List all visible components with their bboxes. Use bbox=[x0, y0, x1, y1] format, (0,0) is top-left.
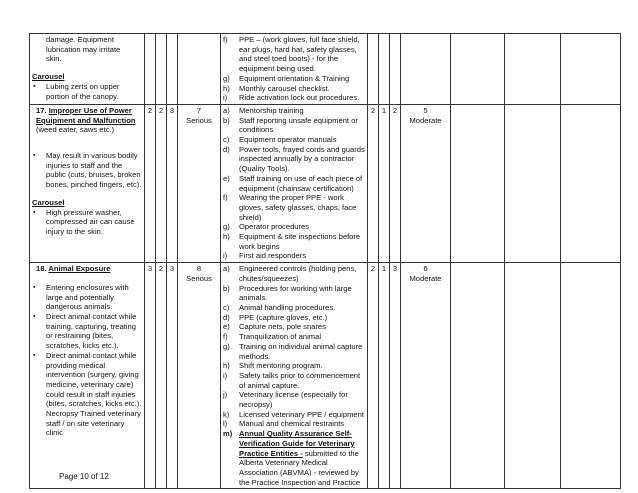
sub-heading: Carousel bbox=[32, 197, 65, 207]
hazard-title: 17. Improper Use of Power Equipment and Malfunction (weed eater, saws etc.) bbox=[36, 105, 136, 135]
controls-cell bbox=[221, 263, 368, 489]
control-item: d) Power tools, frayed cords and guards inspected annually by a contractor (Quality Tools). bbox=[223, 144, 365, 174]
frequency-value: 3 bbox=[167, 263, 178, 489]
residual-frequency-value: 3 bbox=[390, 263, 401, 489]
control-item: i) Safety talks prior to commencement of animal capture. bbox=[223, 370, 361, 390]
residual-risk-score: 6 Moderate bbox=[401, 263, 451, 489]
hazard-line: skin. bbox=[46, 54, 62, 64]
control-item: a) Engineered controls (holding pens, chutes/squeezes) bbox=[223, 264, 357, 283]
control-item: h) Monthly carousel checklist. bbox=[223, 83, 330, 93]
severity-value: 2 bbox=[156, 104, 167, 262]
hazard-bullet: ▪ Entering enclosures with large and potentially dangerous animals. bbox=[32, 283, 142, 312]
control-item: f) Tranquilization of animal bbox=[223, 332, 322, 342]
hazard-line: lubrication may irritate bbox=[46, 44, 121, 54]
control-item: e) Staff training on use of each piece of equipment (chainsaw certification) bbox=[223, 173, 363, 193]
control-item: f) PPE – (work gloves, full face shield, ear plugs, hard hat, safety glasses, and steel toed boots) - for the equipment being used. bbox=[223, 35, 360, 74]
control-item: h) Equipment & site inspections before work begins bbox=[223, 232, 361, 251]
control-item: f) Wearing the proper PPE - work gloves, safety glasses, chaps, face shield) bbox=[223, 193, 357, 222]
hazard-bullet: ▪ Direct animal contact while providing medical intervention (surgery, giving medicine, veterinary care) could result in staff injuries (bites, scratches, kicks etc.). Necropsy Trained veterinary staff / on site veterinary clinic bbox=[32, 351, 142, 438]
control-item: b) Staff reporting unsafe equipment or conditions bbox=[223, 115, 358, 135]
controls-cell bbox=[221, 34, 368, 105]
sub-heading: Carousel bbox=[32, 72, 65, 82]
control-list bbox=[223, 35, 365, 103]
residual-probability-value: 2 bbox=[368, 263, 379, 489]
severity-value: 2 bbox=[156, 263, 167, 489]
residual-probability-value: 2 bbox=[368, 104, 379, 262]
hazard-cell bbox=[30, 263, 145, 489]
control-item: b) Procedures for working with large animals. bbox=[223, 283, 352, 303]
control-item: h) Shift mentoring program. bbox=[223, 361, 323, 371]
control-list bbox=[223, 106, 365, 261]
hazard-line: damage. Equipment bbox=[46, 35, 114, 44]
frequency-value: 3 bbox=[167, 104, 178, 262]
residual-severity-value: 1 bbox=[379, 104, 390, 262]
control-item: e) Capture nets, pole snares bbox=[223, 322, 326, 332]
hazard-bullet: ▪ High pressure washer, compressed air can cause injury to the skin. bbox=[32, 208, 142, 237]
residual-frequency-value: 2 bbox=[390, 104, 401, 262]
risk-assessment-table bbox=[29, 33, 621, 489]
table-row bbox=[30, 263, 621, 489]
risk-score: 7 Serious bbox=[178, 104, 221, 262]
hazard-bullet: ▪ May result in various bodily injuries to staff and the public (cuts, bruises, broken bones, pinched fingers, etc). bbox=[32, 151, 142, 190]
control-item: a) Mentorship training bbox=[223, 105, 304, 115]
control-item: g) Training on individual animal capture methods. bbox=[223, 341, 363, 361]
control-item: j) Veterinary license (especially for necropsy) bbox=[223, 390, 348, 410]
probability-value: 3 bbox=[145, 263, 156, 489]
controls-cell bbox=[221, 104, 368, 262]
control-item: k) Licensed veterinary PPE / equipment bbox=[223, 409, 364, 419]
control-item: g) Operator procedures bbox=[223, 222, 310, 232]
control-item: d) PPE (capture gloves, etc.) bbox=[223, 312, 328, 322]
probability-value: 2 bbox=[145, 104, 156, 262]
table-row bbox=[30, 34, 621, 105]
hazard-bullet: ▪ Lubing zerts on upper portion of the canopy. bbox=[32, 82, 142, 101]
risk-score: 8 Serious bbox=[178, 263, 221, 489]
hazard-cell bbox=[30, 34, 145, 105]
hazard-cell bbox=[30, 104, 145, 262]
residual-severity-value: 1 bbox=[379, 263, 390, 489]
control-list bbox=[223, 264, 365, 487]
control-item: c) Equipment operator manuals bbox=[223, 135, 337, 145]
table-row bbox=[30, 104, 621, 262]
control-item: i) Ride activation lock out procedures. bbox=[223, 93, 360, 103]
page-number: Page 10 of 12 bbox=[59, 472, 109, 481]
control-item: g) Equipment orientation & Training bbox=[223, 73, 350, 83]
hazard-bullet: ▪ Direct animal contact while training, capturing, treating or restraining (bites, scratches, kicks etc.). bbox=[32, 312, 142, 351]
control-item: m) Annual Quality Assurance Self-Verification Guide for Veterinary Practice Entities - submitted to the Alberta Veterinary Medical Association (ABVMA) - reviewed by the Practice Inspection and Practice bbox=[223, 429, 361, 487]
control-item: i) First aid responders bbox=[223, 251, 307, 261]
residual-risk-score: 5 Moderate bbox=[401, 104, 451, 262]
control-item: c) Animal handling procedures. bbox=[223, 302, 336, 312]
hazard-title: 18. Animal Exposure bbox=[36, 264, 111, 274]
control-item: l) Manual and chemical restraints bbox=[223, 419, 345, 429]
